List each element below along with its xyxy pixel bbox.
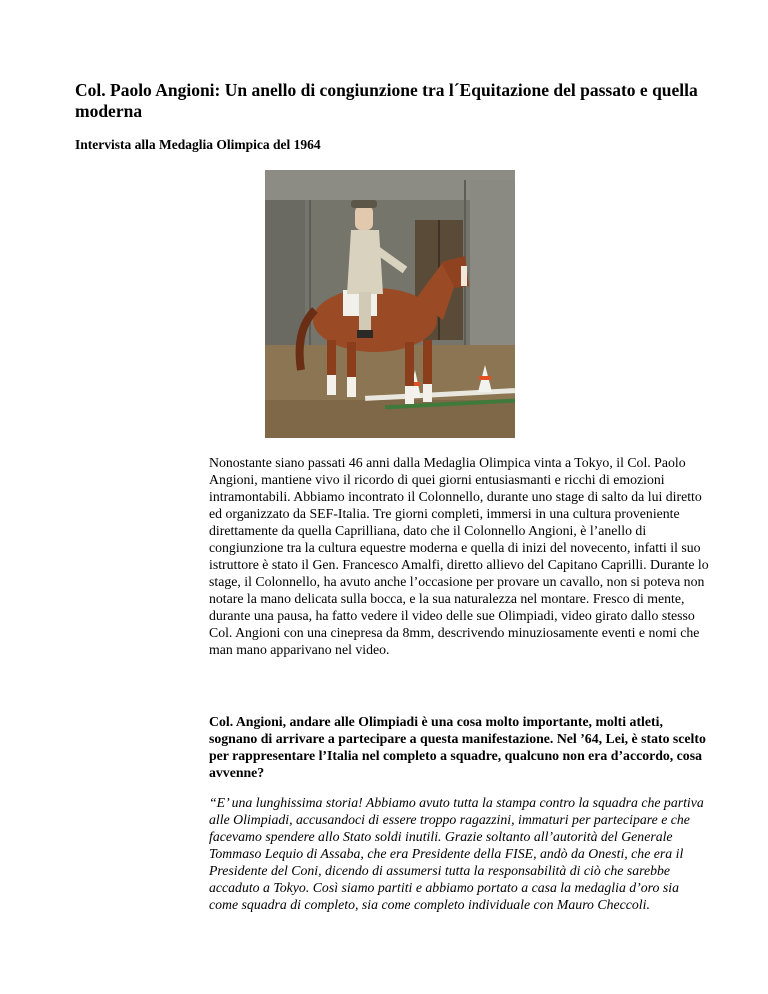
interview-question: Col. Angioni, andare alle Olimpiadi è una cosa molto importante, molti atleti, sognano di arrivare a partecipare a questa manifestazione. Nel ’64, Lei, è stato scelto per rappresentare l’Italia nel completo a squadre, qualcuno non era d’accordo, cosa avvenne? <box>209 714 706 780</box>
intro-paragraph: Nonostante siano passati 46 anni dalla Medaglia Olimpica vinta a Tokyo, il Col. Paolo Angioni, mantiene vivo il ricordo di quei giorni entusiasmanti e ricchi di emozioni intramontabili. Abbiamo incontrato il Colonnello, durante uno stage di salto da lui diretto ed organizzato da SEF-Italia. Tre giorni completi, immersi in una cultura proveniente direttamente da quella Caprilliana, dato che il Colonnello Angioni, è l’anello di congiunzione tra la cultura equestre moderna e quella di inizi del novecento, infatti il suo istruttore è stato il Gen. Francesco Amalfi, diretto allievo del Capitano Caprilli. Durante lo stage, il Colonnello, ha avuto anche l’occasione per provare un cavallo, non si poteva non notare la mano delicata sulla bocca, e la sua naturalezza nel montare. Fresco di mente, durante una pausa, ha fatto vedere il video delle sue Olimpiadi, video girato dallo stesso Col. Angioni con una cinepresa da 8mm, descrivendo minuziosamente eventi e nomi che man mano apparivano nel video. <box>209 455 709 657</box>
rider-on-horse-photo <box>265 170 515 438</box>
article-title: Col. Paolo Angioni: Un anello di congiunzione tra l´Equitazione del passato e quella moderna <box>75 80 698 121</box>
article-subtitle: Intervista alla Medaglia Olimpica del 1964 <box>75 137 321 152</box>
interview-answer: “E’ una lunghissima storia! Abbiamo avuto tutta la stampa contro la squadra che partiva alle Olimpiadi, accusandoci di essere troppo ragazzini, immaturi per partecipare e che facevamo spendere allo Stato soldi inutili. Grazie soltanto all’autorità del Generale Tommaso Lequio di Assaba, che era Presidente della FISE, andò da Onesti, che era il Presidente del Coni, dicendo di assumersi tutta la responsabilità di ciò che sarebbe accaduto a Tokyo. Così siamo partiti e abbiamo portato a casa la medaglia d’oro sia come squadra di completo, sia come completo individuale con Mauro Checcoli. <box>209 795 704 912</box>
photo-illustration <box>265 170 515 438</box>
